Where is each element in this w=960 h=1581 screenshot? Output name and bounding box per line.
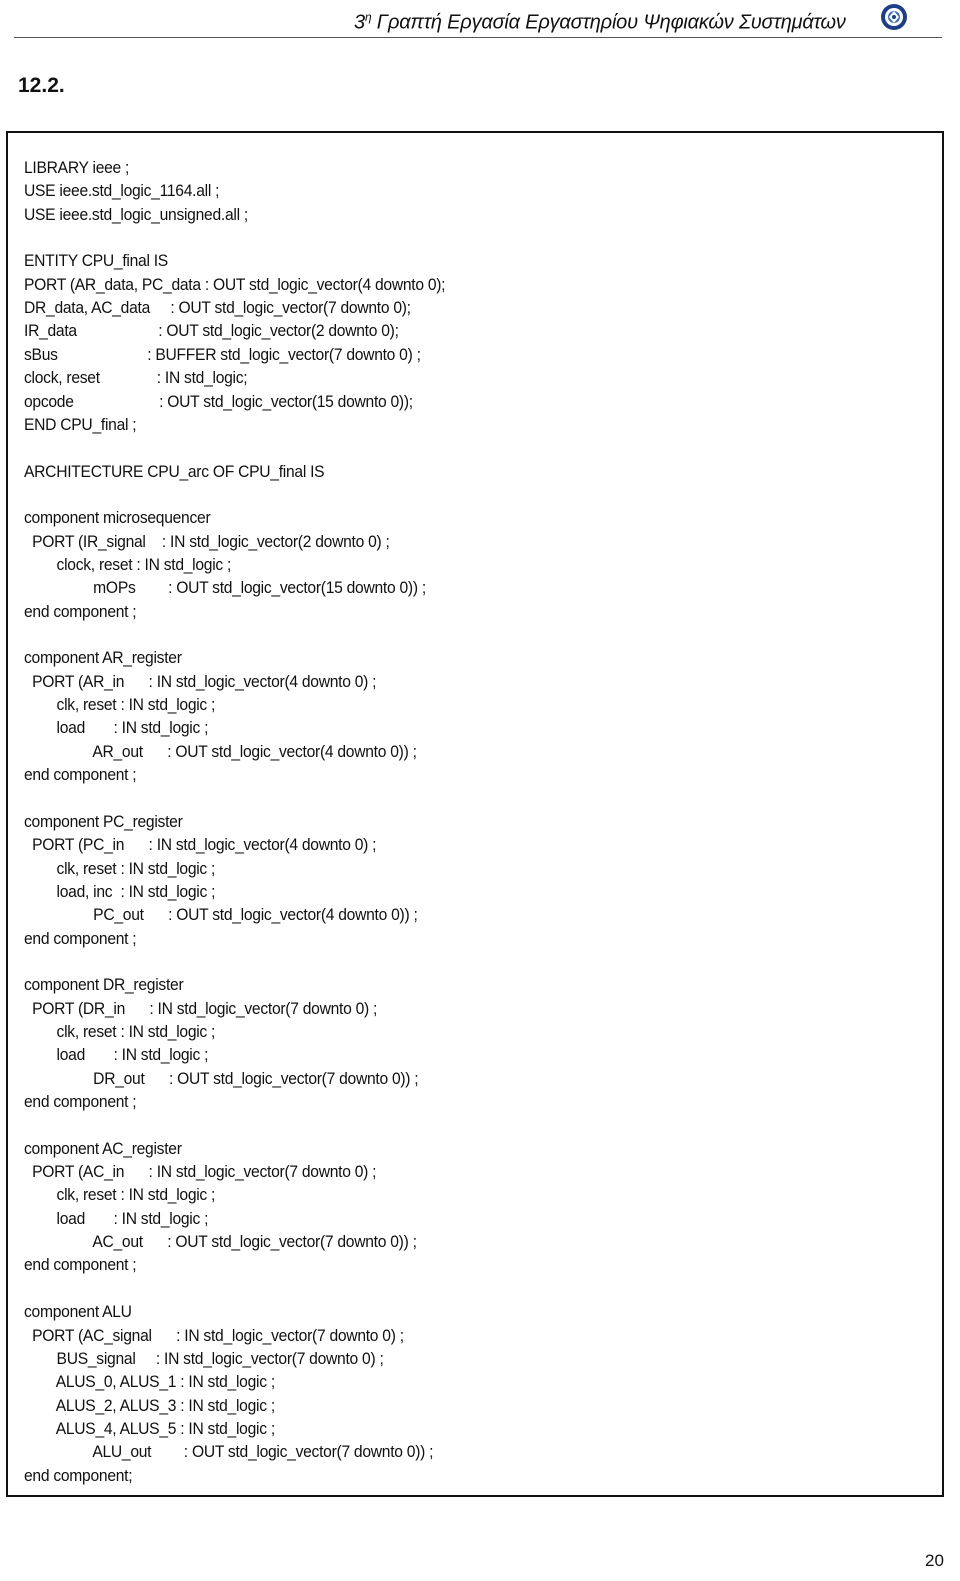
running-header-title xyxy=(354,10,846,35)
code-line: component AR_register xyxy=(24,648,182,668)
code-line: component DR_register xyxy=(24,975,184,995)
code-line: PORT (AR_in : IN std_logic_vector(4 downto 0) ; xyxy=(24,671,377,691)
code-line: ALUS_2, ALUS_3 : IN std_logic ; xyxy=(24,1395,275,1415)
code-line: load : IN std_logic ; xyxy=(24,1045,209,1065)
code-line: clk, reset : IN std_logic ; xyxy=(24,695,216,715)
university-logo-icon xyxy=(880,3,908,31)
code-line: PORT (AC_in : IN std_logic_vector(7 downto 0) ; xyxy=(24,1162,377,1182)
code-line: ALU_out : OUT std_logic_vector(7 downto 0)) ; xyxy=(24,1442,434,1462)
code-line: component AC_register xyxy=(24,1138,182,1158)
code-line: DR_out : OUT std_logic_vector(7 downto 0)) ; xyxy=(24,1068,419,1088)
code-line: USE ieee.std_logic_1164.all ; xyxy=(24,181,220,201)
header-divider xyxy=(14,37,942,38)
code-line: clock, reset : IN std_logic; xyxy=(24,368,248,388)
page-number: 20 xyxy=(925,1551,944,1570)
code-line: load, inc : IN std_logic ; xyxy=(24,881,216,901)
code-line: USE ieee.std_logic_unsigned.all ; xyxy=(24,204,248,224)
code-line: PORT (IR_signal : IN std_logic_vector(2 downto 0) ; xyxy=(24,531,390,551)
code-line: end component ; xyxy=(24,1092,137,1111)
code-line: end component ; xyxy=(24,765,137,785)
code-line: PORT (PC_in : IN std_logic_vector(4 downto 0) ; xyxy=(24,835,377,855)
code-line: opcode : OUT std_logic_vector(15 downto 0)); xyxy=(24,391,413,411)
code-line: PC_out : OUT std_logic_vector(4 downto 0)) ; xyxy=(24,905,418,925)
code-line: end component; xyxy=(24,1465,133,1485)
code-line: ARCHITECTURE CPU_arc OF CPU_final IS xyxy=(24,461,325,481)
code-line: DR_data, AC_data : OUT std_logic_vector(7 downto 0); xyxy=(24,298,411,318)
code-line: clk, reset : IN std_logic ; xyxy=(24,1021,216,1041)
code-line: clk, reset : IN std_logic ; xyxy=(24,858,216,878)
header-title-superscript: η xyxy=(364,10,372,24)
code-line: PORT (AR_data, PC_data : OUT std_logic_vector(4 downto 0); xyxy=(24,274,446,294)
code-line: component ALU xyxy=(24,1302,132,1322)
code-line: ALUS_4, ALUS_5 : IN std_logic ; xyxy=(24,1418,275,1438)
code-line: clock, reset : IN std_logic ; xyxy=(24,554,232,574)
code-line: end component ; xyxy=(24,1255,137,1275)
code-line: clk, reset : IN std_logic ; xyxy=(24,1185,216,1205)
code-line: component PC_register xyxy=(24,811,183,831)
code-line: end component ; xyxy=(24,928,137,948)
code-line: load : IN std_logic ; xyxy=(24,718,209,738)
code-line: ENTITY CPU_final IS xyxy=(24,251,168,271)
code-line: AR_out : OUT std_logic_vector(4 downto 0)) ; xyxy=(24,741,417,761)
code-line: IR_data : OUT std_logic_vector(2 downto 0); xyxy=(24,321,399,341)
code-line: LIBRARY ieee ; xyxy=(24,158,130,177)
code-line: ALUS_0, ALUS_1 : IN std_logic ; xyxy=(24,1372,275,1392)
code-line: sBus : BUFFER std_logic_vector(7 downto 0) ; xyxy=(24,344,421,364)
code-line: PORT (DR_in : IN std_logic_vector(7 downto 0) ; xyxy=(24,998,378,1018)
section-number: 12.2. xyxy=(18,74,65,97)
code-line: BUS_signal : IN std_logic_vector(7 downto 0) ; xyxy=(24,1348,384,1368)
header-title-ordinal: 3 xyxy=(354,11,365,34)
code-line: END CPU_final ; xyxy=(24,414,137,434)
vhdl-code-box xyxy=(6,131,944,1497)
code-line: load : IN std_logic ; xyxy=(24,1208,209,1228)
code-line: mOPs : OUT std_logic_vector(15 downto 0)) ; xyxy=(24,578,426,598)
code-line: end component ; xyxy=(24,601,137,621)
code-line: component microsequencer xyxy=(24,508,211,528)
code-line: PORT (AC_signal : IN std_logic_vector(7 downto 0) ; xyxy=(24,1325,404,1345)
code-line: AC_out : OUT std_logic_vector(7 downto 0)) ; xyxy=(24,1232,417,1252)
header-title-text: Γραπτή Εργασία Εργαστηρίου Ψηφιακών Συστημάτων xyxy=(376,11,846,34)
